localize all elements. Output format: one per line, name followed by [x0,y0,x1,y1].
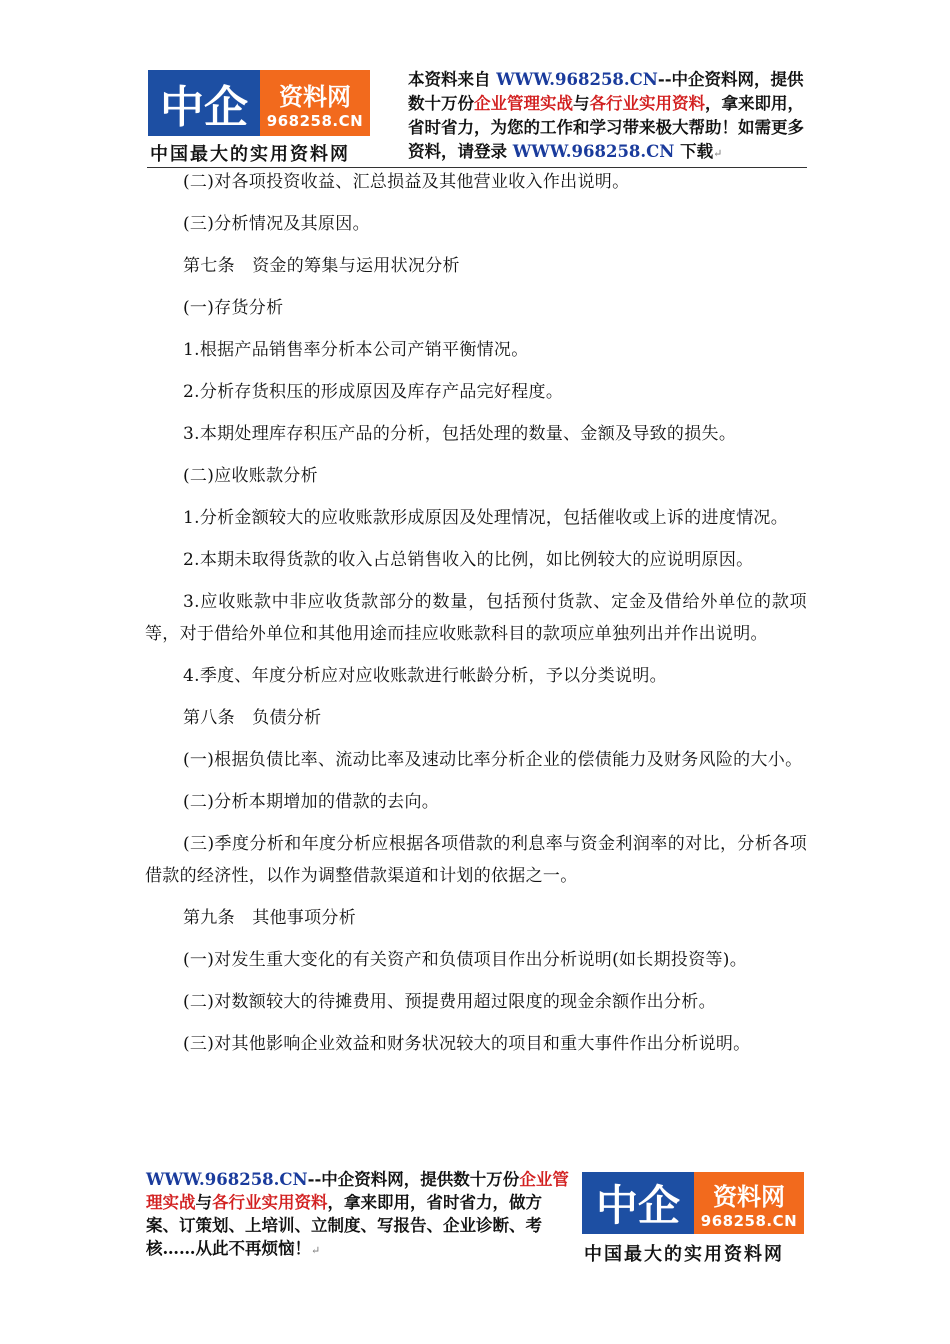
body-paragraph: (一)根据负债比率、流动比率及速动比率分析企业的偿债能力及财务风险的大小。 [183,750,803,770]
site-link[interactable]: WWW.968258.CN [496,70,658,89]
body-paragraph: 2.本期未取得货款的收入占总销售收入的比例，如比例较大的应说明原因。 [183,550,754,570]
body-paragraph: 第九条 其他事项分析 [183,908,356,928]
highlight-text: 企业管理实战 [146,1170,569,1212]
body-paragraph: 3.本期处理库存积压产品的分析，包括处理的数量、金额及导致的损失。 [183,424,737,444]
promo-text: --中企资料网，提供数十万份 [307,1170,520,1189]
promo-text: --中企资料网，提供数十万份 [408,70,804,113]
body-paragraph: (二)分析本期增加的借款的去向。 [183,792,440,812]
body-paragraph: 1.根据产品销售率分析本公司产销平衡情况。 [183,340,529,360]
body-paragraph: (二)应收账款分析 [183,466,318,486]
header-promo-text [408,68,808,166]
promo-text: ，拿来即用，省时省力，做方案、订策划、上培训、立制度、写报告、企业诊断、考核……从此不再烦恼！ [146,1193,542,1258]
logo-top-text: 资料网 [279,82,351,111]
logo-domain-text: 968258.CN [700,1211,798,1230]
logo-side [694,1172,804,1234]
body-paragraph: (二)对数额较大的待摊费用、预提费用超过限度的现金余额作出分析。 [183,992,716,1012]
body-paragraph: (三)分析情况及其原因。 [183,214,370,234]
promo-text: 本资料来自 [408,70,497,89]
highlight-text: 各行业实用资料 [589,94,705,113]
body-paragraph: (二)对各项投资收益、汇总损益及其他营业收入作出说明。 [183,172,630,192]
header-tagline: 中国最大的实用资料网 [150,144,350,165]
body-paragraph: 2.分析存货积压的形成原因及库存产品完好程度。 [183,382,564,402]
logo-side [260,70,370,136]
promo-text: 与 [573,94,590,113]
document-body [145,166,807,1070]
body-paragraph: 3.应收账款中非应收货款部分的数量，包括预付货款、定金及借给外单位的款项等，对于借给外单位和其他用途而挂应收账款科目的款项应单独列出并作出说明。 [145,592,807,644]
logo-domain-text: 968258.CN [266,111,364,130]
body-paragraph: 第七条 资金的筹集与运用状况分析 [183,256,460,276]
body-paragraph: (一)存货分析 [183,298,284,318]
body-paragraph: 1.分析金额较大的应收账款形成原因及处理情况，包括催收或上诉的进度情况。 [183,508,789,528]
promo-text: 与 [195,1193,212,1212]
paragraph-mark-icon: ↵ [311,1244,321,1257]
footer-promo-text [146,1168,571,1262]
site-link[interactable]: WWW.968258.CN [146,1170,308,1189]
footer-tagline: 中国最大的实用资料网 [584,1244,784,1265]
logo-top-text: 资料网 [713,1182,785,1211]
logo-main-text: 中企 [148,70,260,136]
highlight-text: 企业管理实战 [474,94,573,113]
body-paragraph: 4.季度、年度分析应对应收账款进行帐龄分析，予以分类说明。 [183,666,667,686]
header-logo[interactable] [148,70,370,136]
site-link[interactable]: WWW.968258.CN [512,142,675,161]
paragraph-mark-icon: ↵ [713,147,723,160]
logo-main-text: 中企 [582,1172,694,1234]
promo-text: ，拿来即用，省时省力，为您的工作和学习带来极大帮助！如需更多资料，请登录 [408,94,804,161]
body-paragraph: 第八条 负债分析 [183,708,322,728]
footer-logo[interactable] [582,1172,804,1234]
body-paragraph: (三)对其他影响企业效益和财务状况较大的项目和重大事件作出分析说明。 [183,1034,751,1054]
body-paragraph: (一)对发生重大变化的有关资产和负债项目作出分析说明(如长期投资等)。 [183,950,748,970]
promo-text: 下载 [674,142,714,161]
body-paragraph: (三)季度分析和年度分析应根据各项借款的利息率与资金利润率的对比，分析各项借款的经济性，以作为调整借款渠道和计划的依据之一。 [145,834,807,886]
highlight-text: 各行业实用资料 [212,1193,328,1212]
